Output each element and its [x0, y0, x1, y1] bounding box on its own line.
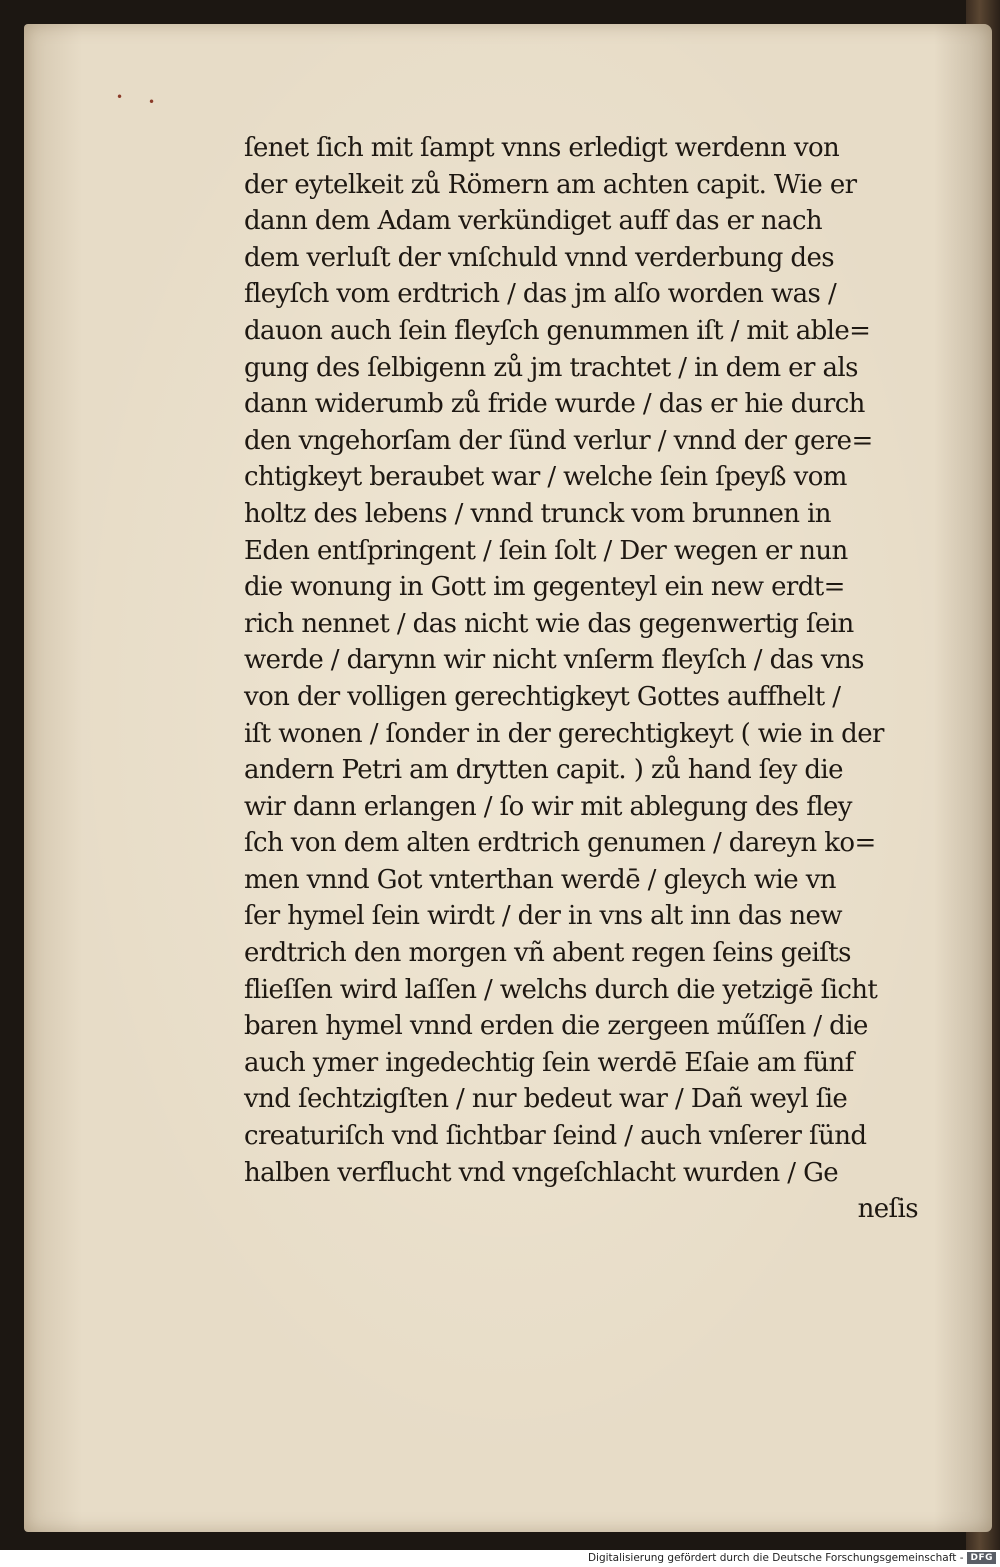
- text-line: dem verluſt der vnſchuld vnnd verderbung des: [244, 242, 834, 273]
- digitization-credit: [588, 1552, 996, 1564]
- text-line: erdtrich den morgen vñ abent regen ſeins geiſts: [244, 938, 851, 969]
- ink-stain-mark: •: [116, 90, 124, 104]
- text-line: wir dann erlangen / ſo wir mit ablegung des fley: [244, 791, 852, 822]
- text-line: baren hymel vnnd erden die zergeen műſſen / die: [244, 1011, 868, 1042]
- page-text-block: [244, 130, 924, 1228]
- text-line: ſch von dem alten erdtrich genumen / dareyn ko=: [244, 828, 876, 859]
- text-line: rich nennet / das nicht wie das gegenwertig ſein: [244, 608, 854, 639]
- text-line: dann dem Adam verkündiget auff das er nach: [244, 206, 823, 237]
- text-line: flieſſen wird laſſen / welchs durch die yetzigē ſicht: [244, 974, 878, 1005]
- text-line: ſenet ſich mit ſampt vnns erledigt werdenn von: [244, 133, 840, 163]
- text-line: ſer hymel ſein wirdt / der in vns alt inn das new: [244, 901, 842, 932]
- ink-stain-mark: •: [148, 95, 156, 109]
- text-line: creaturiſch vnd ſichtbar ſeind / auch vnſerer ſünd: [244, 1121, 867, 1152]
- text-line: chtigkeyt beraubet war / welche ſein ſpeyß vom: [244, 462, 847, 493]
- text-line: andern Petri am drytten capit. ) zů hand ſey die: [244, 755, 843, 786]
- dfg-logo: DFG: [967, 1552, 996, 1564]
- text-line: Eden entſpringent / ſein ſolt / Der wegen er nun: [244, 535, 848, 566]
- text-line: dann widerumb zů fride wurde / das er hie durch: [244, 389, 865, 420]
- text-line: men vnnd Got vnterthan werdē / gleych wie vn: [244, 864, 836, 895]
- text-line: halben verflucht vnd vngeſchlacht wurden / Ge: [244, 1157, 839, 1188]
- text-line: werde / darynn wir nicht vnſerm fleyſch / das vns: [244, 645, 864, 676]
- text-line: dauon auch ſein fleyſch genummen iſt / mit able=: [244, 315, 871, 346]
- text-line: fleyſch vom erdtrich / das jm alſo worden was /: [244, 279, 837, 310]
- text-line: vnd ſechtzigſten / nur bedeut war / Dañ weyl ſie: [244, 1084, 848, 1115]
- text-line: die wonung in Gott im gegenteyl ein new erdt=: [244, 572, 845, 603]
- text-line: der eytelkeit zů Römern am achten capit. Wie er: [244, 169, 857, 200]
- text-line: den vngehorſam der ſünd verlur / vnnd der gere=: [244, 425, 873, 456]
- text-line: von der volligen gerechtigkeyt Gottes auffhelt /: [244, 681, 841, 712]
- catchword: neſis: [857, 1194, 918, 1225]
- text-line: gung des ſelbigenn zů jm trachtet / in dem er als: [244, 352, 858, 383]
- text-line: holtz des lebens / vnnd trunck vom brunnen in: [244, 498, 831, 529]
- text-line: iſt wonen / ſonder in der gerechtigkeyt ( wie in der: [244, 718, 884, 749]
- credit-text: Digitalisierung gefördert durch die Deutsche Forschungsgemeinschaft -: [587, 1552, 964, 1564]
- text-line: auch ymer ingedechtig ſein werdē Eſaie am fünf: [244, 1047, 854, 1078]
